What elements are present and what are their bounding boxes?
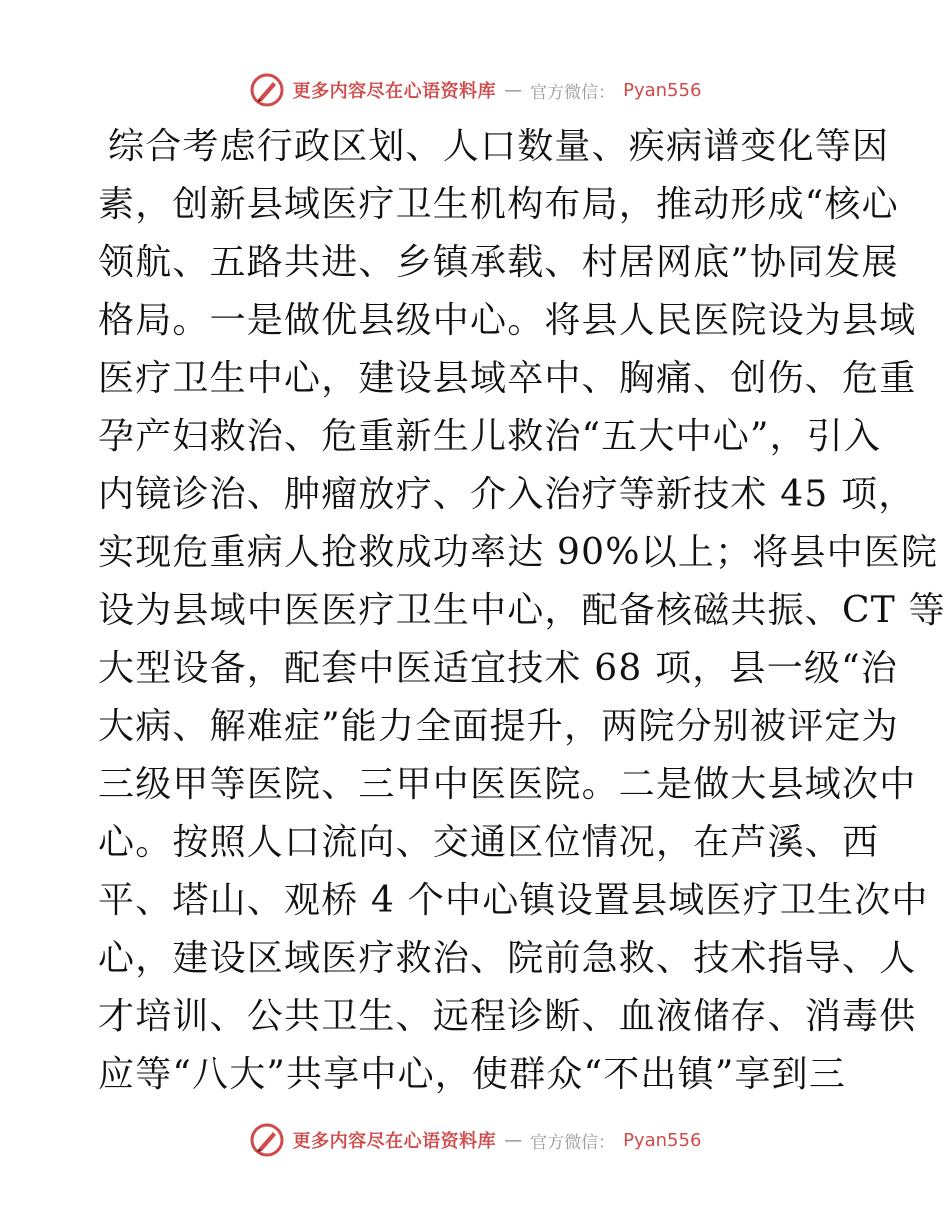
- body-line: 素，创新县域医疗卫生机构布局，推动形成“核心: [98, 184, 899, 225]
- watermark-main-text: 更多内容尽在心语资料库: [292, 1131, 497, 1152]
- pen-circle-logo-icon: [249, 72, 285, 108]
- body-line: 格局。一是做优县级中心。将县人民医院设为县域: [98, 300, 917, 341]
- watermark-wechat-id: Pyan556: [623, 1129, 702, 1151]
- body-line: 心，建设区域医疗救治、院前急救、技术指导、人: [98, 938, 917, 979]
- watermark-official-label: 官方微信：: [530, 1132, 616, 1153]
- body-line: 才培训、公共卫生、远程诊断、血液储存、消毒供: [98, 996, 917, 1037]
- body-line: 应等“八大”共享中心，使群众“不出镇”享到三: [98, 1054, 847, 1095]
- body-line: 内镜诊治、肿瘤放疗、介入治疗等新技术 45 项，: [98, 474, 916, 515]
- body-line: 综合考虑行政区划、人口数量、疾病谱变化等因: [108, 126, 890, 167]
- body-line: 平、塔山、观桥 4 个中心镇设置县域医疗卫生次中: [98, 880, 929, 921]
- header-watermark: [0, 70, 950, 110]
- footer-watermark: [0, 1120, 950, 1160]
- body-line: 实现危重病人抢救成功率达 90%以上；将县中医院: [98, 532, 939, 573]
- watermark-dash: —: [504, 1129, 523, 1151]
- body-line: 心。按照人口流向、交通区位情况，在芦溪、西: [98, 822, 880, 863]
- body-line: 设为县域中医医疗卫生中心，配备核磁共振、CT 等: [98, 590, 946, 631]
- body-line: 孕产妇救治、危重新生儿救治“五大中心”，引入: [98, 416, 882, 457]
- body-line: 大型设备，配套中医适宜技术 68 项，县一级“治: [98, 648, 898, 689]
- watermark-wechat-id: Pyan556: [623, 79, 702, 101]
- document-body: [98, 118, 946, 1104]
- body-line: 大病、解难症”能力全面提升，两院分别被评定为: [98, 706, 899, 747]
- body-line: 医疗卫生中心，建设县域卒中、胸痛、创伤、危重: [98, 358, 917, 399]
- watermark-official-label: 官方微信：: [530, 82, 616, 103]
- watermark-main-text: 更多内容尽在心语资料库: [292, 81, 497, 102]
- body-line: 三级甲等医院、三甲中医医院。二是做大县域次中: [98, 764, 917, 805]
- pen-circle-logo-icon: [249, 1122, 285, 1158]
- watermark-dash: —: [504, 79, 523, 101]
- body-line: 领航、五路共进、乡镇承载、村居网底”协同发展: [98, 242, 899, 283]
